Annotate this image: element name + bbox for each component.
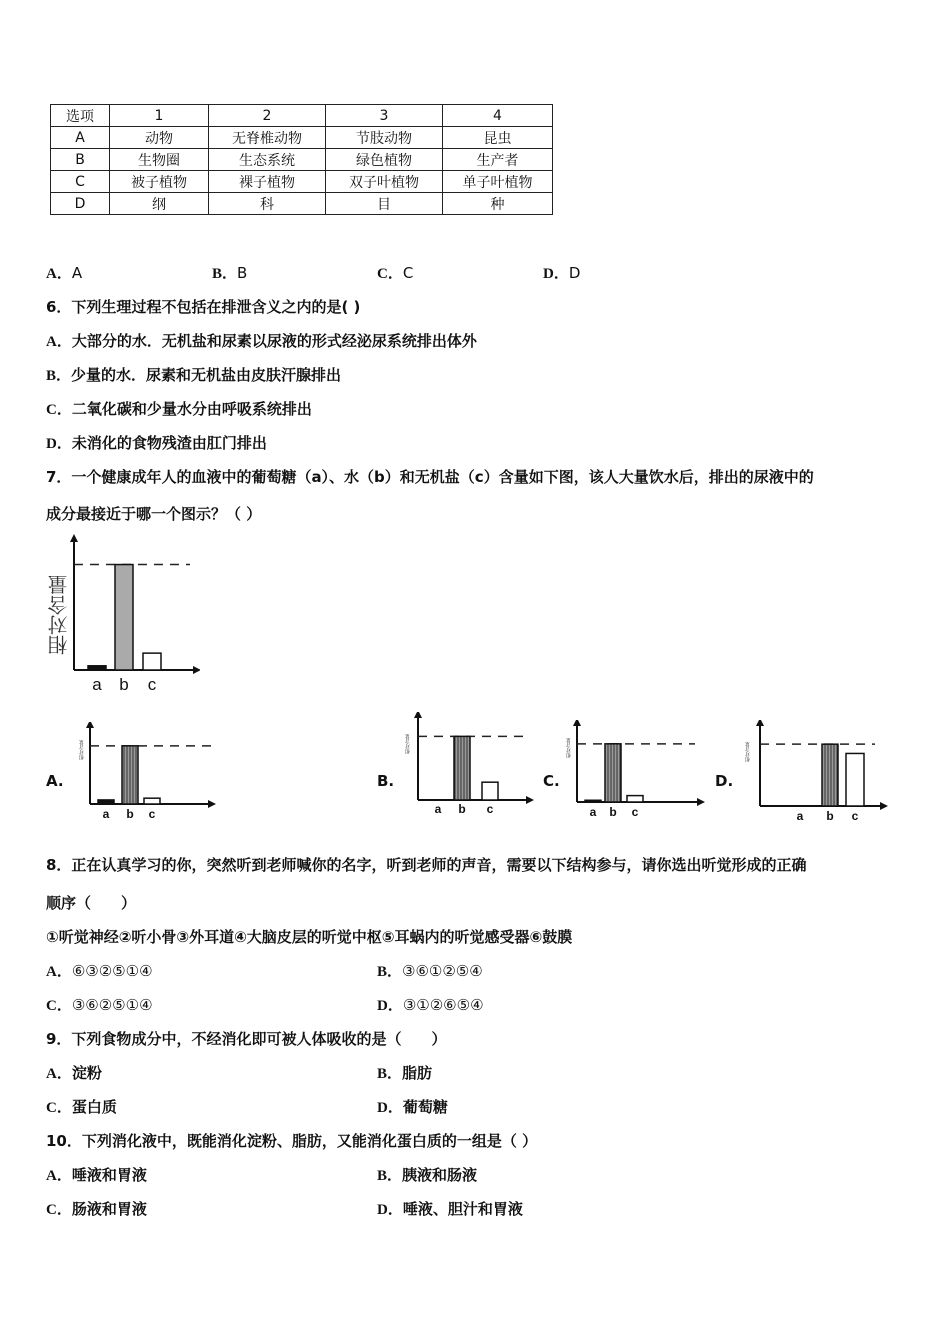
tick-label-b: b [826,809,834,822]
option-label: A． [46,1168,72,1184]
option-text: 肠液和胃液 [71,1200,147,1218]
q5-option-d[interactable] [543,262,580,283]
q5-option-a[interactable] [46,262,82,283]
tick-label-a: a [92,675,102,694]
bar-b [454,736,470,800]
option-label: B． [377,1066,403,1082]
bar-a [585,800,601,802]
q7-stem-line2: 成分最接近于哪一个图示？（ ） [46,505,262,523]
option-label: D． [377,998,403,1014]
tick-label-a: a [589,805,597,819]
q8-option-c[interactable] [46,994,153,1015]
q8-option-d[interactable] [377,994,484,1015]
option-text: 唾液和胃液 [71,1166,147,1184]
bar-c [846,753,864,806]
bar-a [98,800,114,804]
bar-a [88,666,106,670]
q10-option-a[interactable] [46,1164,147,1185]
tick-label-a: a [434,802,442,816]
q7-chart-option-a [78,722,218,822]
bar-c [144,798,160,804]
table-cell: 选项 [51,105,110,127]
option-text: ③①②⑥⑤④ [402,996,484,1014]
option-text: 唾液、胆汁和胃液 [402,1200,523,1218]
table-cell: 裸子植物 [209,171,326,193]
q7-option-d-label[interactable]: D. [715,772,734,790]
q8-option-b[interactable] [377,960,483,981]
bar-b [822,744,838,806]
q8-stem-line2: 顺序（ ） [46,894,137,912]
q7-option-b-label[interactable]: B. [377,772,395,790]
q6-option-c[interactable] [46,398,312,419]
q10-stem: 10．下列消化液中，既能消化淀粉、脂肪，又能消化蛋白质的一组是（ ） [46,1132,538,1150]
option-text: A [71,264,83,282]
q10-option-d[interactable] [377,1198,523,1219]
bar-b [115,565,133,670]
option-text: ③⑥②⑤①④ [71,996,153,1014]
option-label: A． [46,1066,72,1082]
option-text: 未消化的食物残渣由肛门排出 [71,434,267,452]
q9-option-c[interactable] [46,1096,117,1117]
table-row [51,127,553,149]
tick-label-c: c [486,802,494,816]
y-axis-arrow [86,722,94,728]
option-label: A． [46,266,72,282]
option-text: 胰液和肠液 [402,1166,478,1184]
option-label: C． [46,998,72,1014]
option-label: B． [377,964,403,980]
option-text: ⑥③②⑤①④ [71,962,153,980]
tick-label-a: a [102,807,110,821]
option-text: 大部分的水．无机盐和尿素以尿液的形式经泌尿系统排出体外 [71,332,477,350]
table-cell: B [51,149,110,171]
classification-table [50,104,553,215]
table-cell: A [51,127,110,149]
q9-option-b[interactable] [377,1062,432,1083]
q6-option-b[interactable] [46,364,341,385]
option-label: C． [46,1202,72,1218]
tick-label-b: b [126,807,134,821]
bar-b [122,746,138,804]
y-axis-label: 相对含量 [79,740,85,760]
option-label: D． [377,1100,403,1116]
table-row [51,149,553,171]
y-axis-arrow [756,720,764,726]
tick-label-c: c [851,809,859,822]
option-label: B． [377,1168,403,1184]
option-text: D [568,264,581,282]
q7-chart-option-b [400,712,540,822]
option-label: D． [377,1202,403,1218]
option-text: 少量的水．尿素和无机盐由皮肤汗腺排出 [71,366,342,384]
option-label: A． [46,334,72,350]
option-text: 二氧化碳和少量水分由呼吸系统排出 [71,400,312,418]
y-axis-label: 相对含量 [49,575,71,655]
option-text: 淀粉 [71,1064,102,1082]
option-label: A． [46,964,72,980]
option-label: B． [46,368,72,384]
y-axis-label: 相对含量 [566,738,572,758]
tick-label-c: c [631,805,639,819]
table-cell: 节肢动物 [326,127,443,149]
option-label: B． [212,266,238,282]
table-cell: 1 [110,105,209,127]
option-text: 蛋白质 [71,1098,117,1116]
q7-chart-option-d [740,720,890,822]
table-cell: 生产者 [443,149,553,171]
q7-main-chart [40,530,200,695]
table-cell: 动物 [110,127,209,149]
table-cell: 4 [443,105,553,127]
option-label: C． [377,266,403,282]
q7-chart-option-c [565,720,705,822]
table-row [51,171,553,193]
q5-option-c[interactable] [377,262,413,283]
q5-option-b[interactable] [212,262,247,283]
tick-label-a: a [796,809,804,822]
q8-structures: ①听觉神经②听小骨③外耳道④大脑皮层的听觉中枢⑤耳蜗内的听觉感受器⑥鼓膜 [46,928,573,946]
q6-option-d[interactable] [46,432,267,453]
table-cell: D [51,193,110,215]
table-cell: 种 [443,193,553,215]
bar-c [627,796,643,802]
q9-stem: 9．下列食物成分中，不经消化即可被人体吸收的是（ ） [46,1030,447,1048]
table-cell: 绿色植物 [326,149,443,171]
table-cell: 被子植物 [110,171,209,193]
table-row [51,193,553,215]
tick-label-b: b [119,675,129,694]
q6-stem: 6．下列生理过程不包括在排泄含义之内的是( ) [46,298,361,316]
q9-option-a[interactable] [46,1062,102,1083]
option-text: ③⑥①②⑤④ [402,962,483,980]
table-cell: 生物圈 [110,149,209,171]
table-cell: 纲 [110,193,209,215]
q8-stem-line1: 8．正在认真学习的你，突然听到老师喊你的名字，听到老师的声音，需要以下结构参与，请你选出听觉形成的正确 [46,856,807,874]
table-cell: C [51,171,110,193]
table-cell: 3 [326,105,443,127]
option-label: C． [46,1100,72,1116]
x-axis-arrow [208,800,216,808]
table-cell: 无脊椎动物 [209,127,326,149]
x-axis-arrow [526,796,534,804]
option-text: 脂肪 [402,1064,433,1082]
q7-stem-line1: 7．一个健康成年人的血液中的葡萄糖（a）、水（b）和无机盐（c）含量如下图，该人大量饮水后，排出的尿液中的 [46,468,814,486]
q7-option-c-label[interactable]: C. [543,772,560,790]
y-axis-label: 相对含量 [745,742,751,762]
tick-label-b: b [458,802,466,816]
tick-label-b: b [609,805,617,819]
option-text: B [237,264,248,282]
option-text: 葡萄糖 [402,1098,448,1116]
y-axis-label: 相对含量 [405,734,411,754]
table-cell: 目 [326,193,443,215]
y-axis-arrow [573,720,581,726]
q6-option-a[interactable] [46,330,477,351]
tick-label-c: c [147,675,157,694]
x-axis-arrow [193,666,200,674]
q7-option-a-label[interactable]: A. [46,772,64,790]
tick-label-c: c [148,807,156,821]
table-header-row [51,105,553,127]
bar-b [605,744,621,802]
x-axis-arrow [697,798,705,806]
option-label: C． [46,402,72,418]
table-cell: 生态系统 [209,149,326,171]
table-cell: 昆虫 [443,127,553,149]
q9-option-d[interactable] [377,1096,448,1117]
bar-c [482,782,498,800]
table-cell: 科 [209,193,326,215]
table-cell: 双子叶植物 [326,171,443,193]
y-axis-arrow [414,712,422,718]
q10-option-c[interactable] [46,1198,147,1219]
y-axis-arrow [70,534,78,542]
q10-option-b[interactable] [377,1164,477,1185]
table-cell: 单子叶植物 [443,171,553,193]
option-text: C [402,264,414,282]
q8-option-a[interactable] [46,960,153,981]
x-axis-arrow [880,802,888,810]
table-cell: 2 [209,105,326,127]
option-label: D． [46,436,72,452]
option-label: D． [543,266,569,282]
bar-c [143,653,161,670]
